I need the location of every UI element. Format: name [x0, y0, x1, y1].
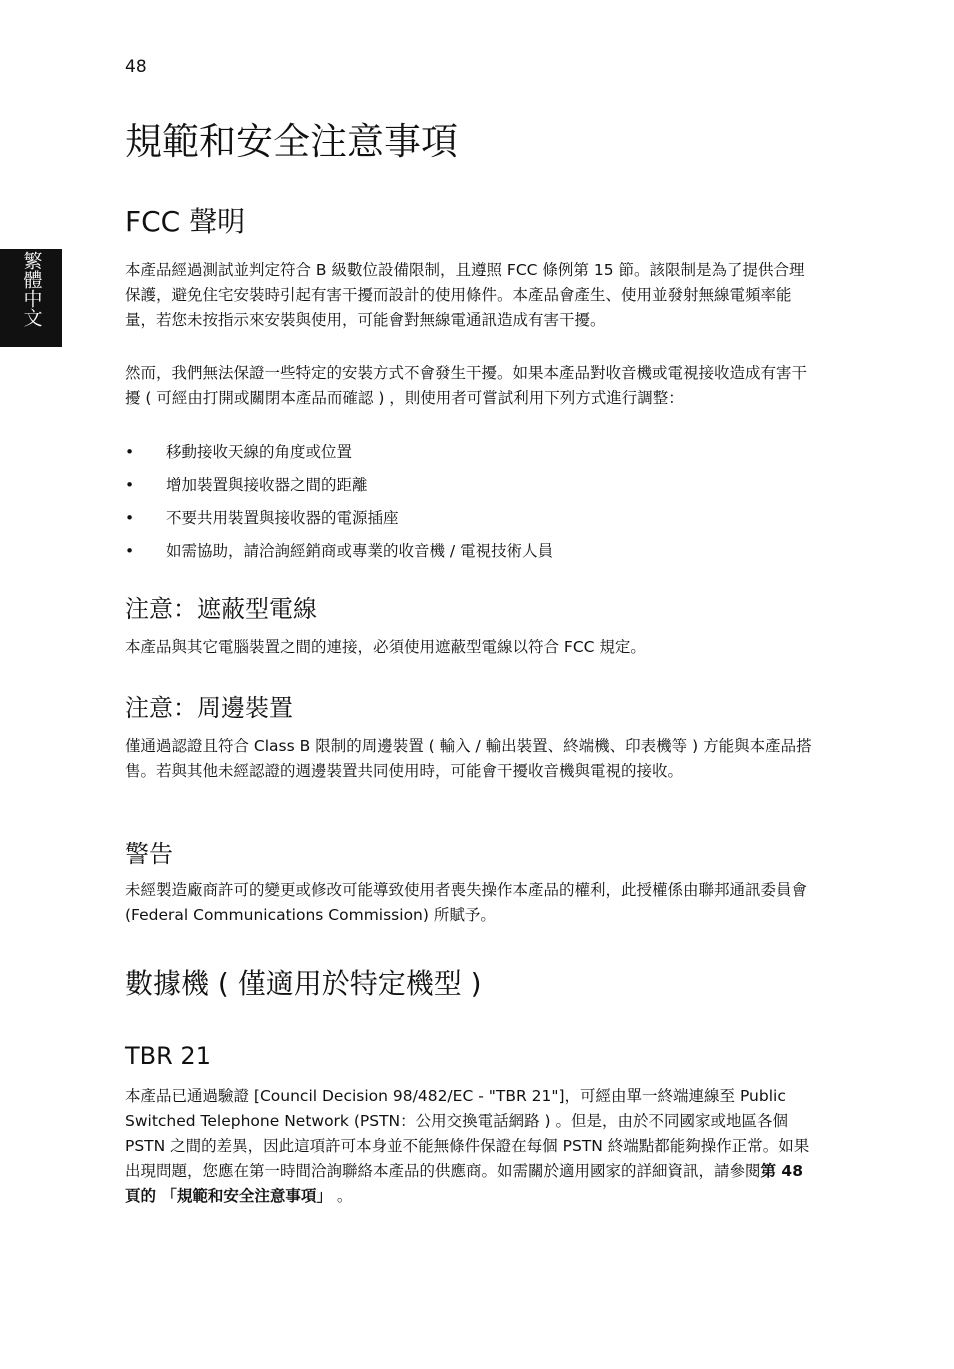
warning-paragraph: 未經製造廠商許可的變更或修改可能導致使用者喪失操作本產品的權利，此授權係由聯邦通訊委員會 (Federal Communications Commission) 所賦予。 — [125, 881, 808, 924]
list-item-text: 如需協助，請洽詢經銷商或專業的收音機 / 電視技術人員 — [166, 542, 554, 560]
fcc-heading: FCC 聲明 — [125, 205, 246, 238]
shielded-cable-heading: 注意：遮蔽型電線 — [125, 595, 317, 623]
language-side-tab — [0, 249, 62, 347]
list-item-text: 增加裝置與接收器之間的距離 — [166, 476, 368, 494]
fcc-paragraph-1: 本產品經過測試並判定符合 B 級數位設備限制，且遵照 FCC 條例第 15 節。該限制是為了提供合理保護，避免住宅安裝時引起有害干擾而設計的使用條件。本產品會產生、使用並發射無線電頻率能量，若您未按指示來安裝與使用，可能會對無線電通訊造成有害干擾。 — [125, 261, 805, 329]
fcc-paragraph-2: 然而，我們無法保證一些特定的安裝方式不會發生干擾。如果本產品對收音機或電視接收造成有害干擾 ( 可經由打開或關閉本產品而確認 ) ，則使用者可嘗試利用下列方式進行調整： — [125, 364, 808, 407]
list-item-text: 移動接收天線的角度或位置 — [166, 443, 353, 461]
page-number: 48 — [125, 57, 147, 77]
regulations-page-link[interactable]: 第 48 頁的 「規範和安全注意事項」 — [125, 1162, 803, 1205]
tbr21-text: 本產品已通過驗證 [Council Decision 98/482/EC - "TBR 21"]，可經由單一終端連線至 Public Switched Telephone Network (PSTN：公用交換電話網路 ) 。但是，由於不同國家或地區各個 PSTN 之間的差異，因此這項許可本身並不能無條件保證在每個 PSTN 終端點都能夠操作正常。如果出現問題，您應在第一時間洽詢聯絡本產品的供應商。如需關於適用國家的詳細資訊，請參閱 — [125, 1087, 810, 1180]
tbr21-paragraph — [125, 1084, 815, 1209]
bullet-icon: • — [125, 443, 135, 461]
peripheral-paragraph: 僅通過認證且符合 Class B 限制的周邊裝置 ( 輸入 / 輸出裝置、終端機、印表機等 ) 方能與本產品搭售。若與其他未經認證的週邊裝置共同使用時，可能會干擾收音機與電視的接收。 — [125, 737, 812, 780]
side-tab-label: 繁體中文 — [20, 251, 43, 327]
page-title: 規範和安全注意事項 — [125, 120, 458, 163]
peripheral-heading: 注意：周邊裝置 — [125, 694, 293, 722]
warning-heading: 警告 — [125, 840, 173, 868]
modem-heading: 數據機 ( 僅適用於特定機型 ) — [125, 967, 482, 1000]
tbr21-heading: TBR 21 — [125, 1042, 211, 1070]
list-item-text: 不要共用裝置與接收器的電源插座 — [166, 509, 399, 527]
shielded-cable-paragraph: 本產品與其它電腦裝置之間的連接，必須使用遮蔽型電線以符合 FCC 規定。 — [125, 638, 646, 656]
bullet-icon: • — [125, 476, 135, 494]
bullet-icon: • — [125, 509, 135, 527]
tbr21-text-end: 。 — [331, 1187, 353, 1205]
bullet-icon: • — [125, 542, 135, 560]
